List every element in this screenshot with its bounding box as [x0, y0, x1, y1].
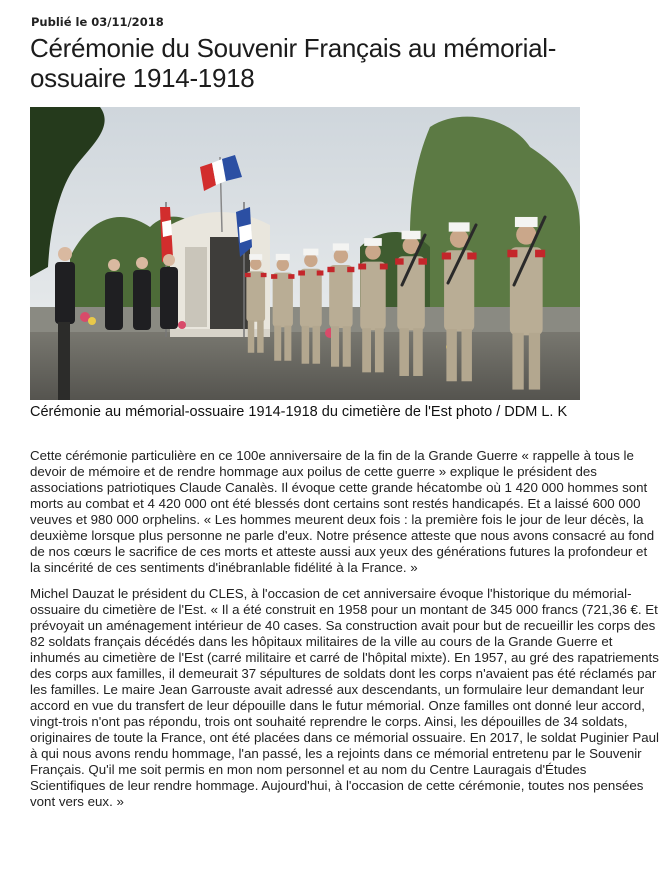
ceremony-photo-illustration: [30, 107, 580, 400]
photo-caption: Cérémonie au mémorial-ossuaire 1914-1918 du cimetière de l'Est photo / DDM L. K: [30, 404, 568, 420]
article-body: [30, 448, 660, 820]
ceremony-photo: [30, 107, 580, 400]
publication-date: Publié le 03/11/2018: [31, 15, 164, 29]
article-title: Cérémonie du Souvenir Français au mémorial-ossuaire 1914-1918: [30, 33, 557, 93]
paragraph-2: Michel Dauzat le président du CLES, à l'occasion de cet anniversaire évoque l'historique du mémorial-ossuaire du cimetière de l'Est. « Il a été construit en 1958 pour un montant de 345 000 francs (721,36 €. Et prévoyait un aménagement intérieur de 40 cases. Sa construction avait pour but de recueillir les corps des 82 soldats français décédés dans les hôpitaux militaires de la ville au cours de la Grande Guerre et inhumés au cimetière de l'Est (carré militaire et carré de l'hôpital mixte). En 1957, au gré des rapatriements des corps aux familles, il demeurait 37 sépultures de soldats dont les corps n'avaient pas été réclamés par les familles. Le maire Jean Garrouste avait adressé aux descendants, un formulaire leur demandant leur accord en vue du transfert de leur dépouille dans le futur mémorial. Onze familles ont donné leur accord, vingt-trois n'ont pas répondu, trois ont souhaité reprendre le corps. Ainsi, les dépouilles de 34 soldats, originaires de toute la France, ont été placées dans ce mémorial ossuaire. En 2017, le soldat Puginier Paul à qui nous avons rendu hommage, l'an passé, les a rejoints dans ce mémorial entretenu par le Souvenir Français. Qu'il me soit permis en mon nom personnel et au nom du Centre Lauragais d'Études Scientifiques de leur rendre hommage. Aujourd'hui, à l'occasion de cette cérémonie, toutes nos pensées vont vers eux. »: [30, 586, 660, 809]
paragraph-1: Cette cérémonie particulière en ce 100e anniversaire de la fin de la Grande Guerre « rappelle à tous le devoir de mémoire et de rendre hommage aux poilus de cette guerre » explique le président des associations patriotiques Claude Canalès. Il évoque cette grande hécatombe où 1 420 000 hommes sont morts au combat et 4 420 000 ont été blessés dont certains sont restés handicapés. Et a laissé 600 000 veuves et 980 000 orphelins. « Les hommes meurent deux fois : la première fois le jour de leur décès, la deuxième lorsque plus personne ne parle d'eux. Notre présence atteste que nous avons consacré au fond de nos cœurs le sacrifice de ces morts et atteste aussi aux yeux des générations futures la profondeur et la sincérité de ces sentiments d'inébranlable fidélité à la France. »: [30, 448, 655, 575]
